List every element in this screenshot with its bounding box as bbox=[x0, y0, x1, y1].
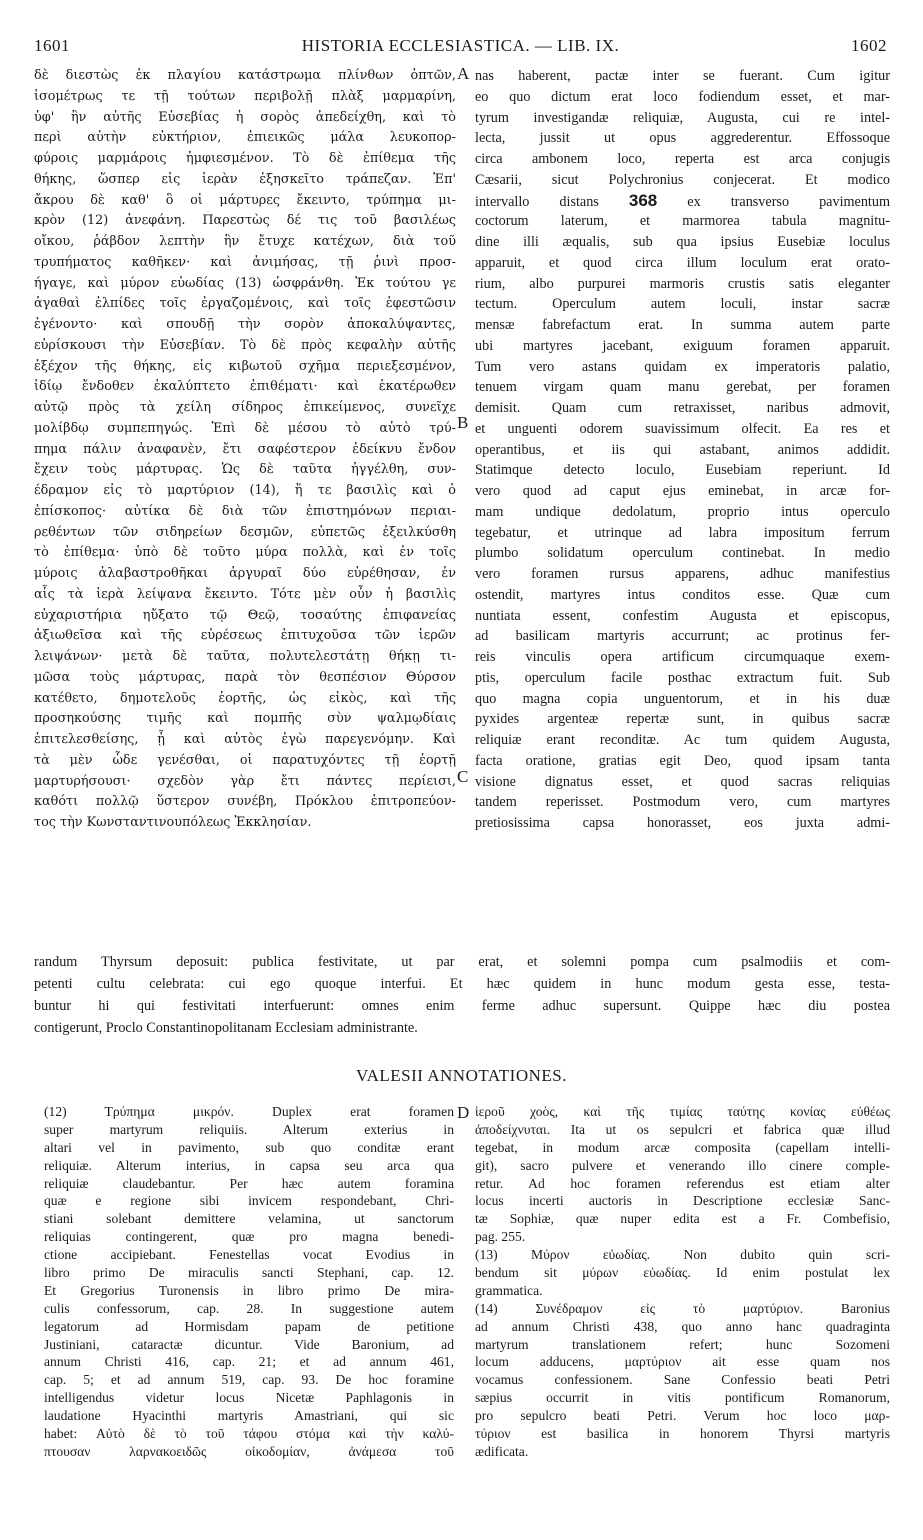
greek-line: εὐχαριστήρια ηὔξατο τῷ Θεῷ, τοσαύτης ἐπιφανείας bbox=[34, 607, 456, 623]
greek-line: ἐξέχον τῆς θήκης, εἰς κιβωτοῦ σχῆμα περιεξεσμένον, bbox=[34, 358, 456, 374]
annotation-line: grammatica. bbox=[475, 1282, 543, 1298]
annotation-line: martyrum translationem refert; hunc Sozomeni bbox=[475, 1336, 890, 1352]
greek-line: ἰσομέτρως τε τῇ τούτων περιβολῇ πλὰξ μαρμαρίνη, bbox=[34, 88, 456, 104]
greek-line: δὲ διεστὼς ἐκ πλαγίου κατάστρωμα πλίνθων ὀπτῶν, bbox=[34, 68, 456, 83]
column-number: 368 bbox=[628, 190, 658, 210]
latin-line: facta oratione, gratias egit Deo, quod ipsam tanta bbox=[475, 752, 890, 769]
greek-line: οἴκου, ῥάβδον λεπτὴν ἣν ἔτυχε κατέχων, διὰ τοῦ bbox=[34, 234, 456, 249]
margin-marker-a: A bbox=[457, 64, 470, 83]
annotation-line: πτουσαν λαρνακοειδῶς οἰκοδομίαν, ἀνάμεσα τοῦ bbox=[44, 1443, 454, 1459]
latin-line: nuntiata essent, confestim Augusta et episcopus, bbox=[475, 607, 890, 624]
full-width-line: buntur hi qui festivitati interfuerunt: omnes enim ferme adhuc supersunt. Quippe hæc diu postea bbox=[34, 998, 890, 1014]
annotation-line: reliquias contingerent, quæ pro magna benedi- bbox=[44, 1229, 454, 1245]
greek-line: ἐπιτελεσθείσης, ᾗ καὶ αὐτὸς ἐγὼ παρεγενόμην. Καὶ bbox=[34, 732, 456, 747]
greek-text-column bbox=[34, 66, 456, 834]
greek-line: ἐγένοντο· καὶ σπουδῇ τὴν σορὸν ἀποκαλύψαντες, bbox=[34, 317, 456, 332]
annotation-line: laudatione Hyacinthi martyris Amastriani, qui sic bbox=[44, 1408, 454, 1424]
annotation-line: bendum sit μύρων εὐωδίας. Id enim postulat lex bbox=[475, 1265, 890, 1281]
annotation-line: habet: Αὐτὸ δὲ τὸ τοῦ τάφου στόμα καὶ τὴν καλύ- bbox=[44, 1426, 454, 1442]
full-width-text bbox=[34, 951, 890, 1039]
greek-line: ρεθέντων τῶν σιδηρείων δεσμῶν, εὐπετῶς ἐξειλκύσθη bbox=[34, 524, 456, 540]
latin-line: Statimque detecto loculo, Eusebiam reperiunt. Id bbox=[475, 462, 890, 479]
greek-line: έδραμον εἰς τὸ μαρτύριον (14), ἥ τε βασιλὶς καὶ ὁ bbox=[34, 483, 456, 498]
annotations-right-column bbox=[475, 1103, 890, 1461]
latin-line: vero foramen rursus apparens, adhuc manifestius bbox=[475, 566, 890, 582]
annotation-line: annum Christi 416, cap. 21; et ad annum 461, bbox=[44, 1354, 454, 1370]
latin-line: tenuem virgam quam manu gerebat, per foramen bbox=[475, 379, 890, 396]
latin-line: tegebatur, et utrinque ad labra impositum ferrum bbox=[475, 524, 890, 541]
greek-line: ἰδίῳ ἔνδοθεν ἐκαλύπτετο ἐπιθέματι· καὶ ἑκατέρωθεν bbox=[34, 379, 456, 395]
annotation-line: pro sepulcro beati Petri. Verum hoc loco μαρ- bbox=[475, 1408, 890, 1424]
annotation-line: intelligendus videtur locus Nicetæ Paphlagonis in bbox=[44, 1390, 454, 1406]
annotation-line: reliquiæ claudebantur. Per hæc autem foramina bbox=[44, 1175, 454, 1191]
annotation-line: quæ e regione sibi invicem respondebant, Chri- bbox=[44, 1193, 454, 1209]
latin-text-column bbox=[475, 66, 890, 834]
greek-line: προσηκούσης τιμῆς καὶ πομπῆς σὺν ψαλμῳδίαις bbox=[34, 711, 456, 727]
latin-line: pyxides argenteæ repertæ sunt, in quibus sacræ bbox=[475, 711, 890, 728]
annotation-line: stiani solebant demittere velamina, ut sanctorum bbox=[44, 1211, 454, 1227]
greek-line: μαρτυρήσουσι· σχεδὸν γὰρ ἔτι πάντες περίεισι, bbox=[34, 773, 456, 789]
latin-line-part: ex transverso pavimentum bbox=[687, 193, 891, 210]
greek-line: ἀγαθαὶ ἐλπίδες τοῖς ἐργαζομένοις, καὶ τοῖς ἐφεστῶσιν bbox=[34, 296, 456, 312]
annotation-line: altari vel in pavimento, sub quo conditæ erant bbox=[44, 1139, 454, 1155]
margin-marker-d: D bbox=[457, 1103, 470, 1122]
greek-line: κρὸν (12) ἀνεφάνη. Παρεστὼς δέ τις τοῦ βασιλέως bbox=[34, 213, 456, 229]
annotation-line: retur. Ad hoc foramen referendus est etiam alter bbox=[475, 1175, 890, 1191]
greek-line: αὐτῷ πρὸς τὰ χείλη σίδηρος ἐπικείμενος, συνεῖχε bbox=[34, 400, 456, 415]
greek-line: τος τὴν Κωνσταντινουπόλεως Ἐκκλησίαν. bbox=[34, 815, 312, 830]
latin-line: pretiosissima capsa honorasset, eos juxta admi- bbox=[475, 815, 890, 831]
latin-line: ubi martyres jacebant, exiguum foramen apparuit. bbox=[475, 337, 890, 354]
annotation-line: libro primo De miraculis sancti Stephani, cap. 12. bbox=[44, 1265, 454, 1281]
full-width-line: randum Thyrsum deposuit: publica festivitate, ut par erat, et solemni pompa cum psalmodiis et com- bbox=[34, 954, 890, 970]
full-width-line: contigerunt, Proclo Constantinopolitanam Ecclesiam administrante. bbox=[34, 1020, 418, 1036]
annotations-left-column bbox=[44, 1103, 454, 1461]
greek-line: τρυπήματος καθῆκεν· καὶ ἀνιμήσας, τῇ ῥινὶ προσ- bbox=[34, 254, 456, 270]
latin-line: quo magna copia unguentorum, et in his duæ bbox=[475, 690, 890, 707]
margin-marker-b: B bbox=[457, 413, 469, 432]
greek-line: μολίβδῳ συμπεπηγώς. Ἐπὶ δὲ μέσου τὸ αὐτὸ τρύ- bbox=[34, 420, 456, 436]
latin-line: ptis, operculum facile posthac extractum fuit. Sub bbox=[475, 669, 890, 686]
annotation-line: ἱεροῦ χοὸς, καὶ τῆς τιμίας ταύτης κονίας εὐθέως bbox=[475, 1104, 890, 1119]
latin-line: visione dignatus esset, et quod sacras reliquias bbox=[475, 773, 890, 790]
latin-line: mensæ fabrefactum erat. In summa autem parte bbox=[475, 317, 890, 333]
latin-line: tectum. Operculum autem loculi, instar sacræ bbox=[475, 296, 890, 313]
latin-line: operantibus, et iis qui astabant, animos addidit. bbox=[475, 441, 890, 458]
greek-line: μύροις ἀλαβαστροθῆκαι ἀργυραῖ δύο εὑρέθησαν, ἐν bbox=[34, 566, 456, 581]
latin-line: coctorum laterum, et marmorea tabula magnitu- bbox=[475, 213, 890, 230]
annotation-line: culis confessorum, cap. 28. In suggestione autem bbox=[44, 1300, 454, 1316]
latin-line: rium, albo purpurei marmoris crustis satis eleganter bbox=[475, 275, 890, 292]
annotation-line: legatorum ad Hormisdam papam de petitione bbox=[44, 1318, 454, 1334]
annotation-line: git), sacro pulvere et venerando illo cinere comple- bbox=[475, 1157, 890, 1173]
latin-line: et unguenti odorem suavissimum olfecit. Ea res et bbox=[475, 420, 890, 437]
margin-marker-c: C bbox=[457, 767, 469, 786]
annotation-line: ἀποδείχνυται. Ita ut os sepulcri et fabrica quæ illud bbox=[475, 1121, 890, 1137]
latin-line: apparuit, et quod circa illum loculum erat orato- bbox=[475, 254, 890, 271]
annotation-line: Justiniani, cataractæ dicuntur. Vide Baronium, ad bbox=[44, 1336, 454, 1352]
annotation-line: ctione accipiebant. Fenestellas vocat Evodius in bbox=[44, 1247, 454, 1263]
greek-line: τὰ μὲν ὧδε γενέσθαι, οἱ παρατυχόντες τῇ ἑορτῇ bbox=[34, 752, 456, 768]
page-number-left: 1601 bbox=[34, 36, 70, 55]
running-header bbox=[34, 36, 887, 62]
annotation-line: tegebat, in modum arcæ composita (capellam intelli- bbox=[475, 1139, 890, 1155]
section-title: VALESII ANNOTATIONES. bbox=[356, 1066, 567, 1085]
latin-line-with-column-number bbox=[475, 191, 890, 212]
annotation-line: ædificata. bbox=[475, 1443, 529, 1459]
greek-line: ἔχειν τοὺς μάρτυρας. Ὡς δὲ ταῦτα ἠγγέλθη, συν- bbox=[34, 462, 456, 478]
greek-line: τὸ ἐπίθεμα· ὑπὸ δὲ τοῦτο μύρα πολλὰ, καὶ ἐν τοῖς bbox=[34, 545, 456, 561]
greek-line: πημα πάλιν ἀναφανὲν, ἔτι σαφέστερον ἐδείκνυ ἔνδον bbox=[34, 441, 456, 457]
greek-line: λειψάνων· μετὰ δὲ ταῦτα, πολυτελεστάτῃ θήκῃ τι- bbox=[34, 649, 456, 664]
greek-line: εὑρίσκουσι τὴν Εὐσεβίαν. Τὸ δὲ πρὸς κεφαλὴν αὐτῆς bbox=[34, 337, 456, 353]
greek-line: ἀξιωθεῖσα καὶ τῆς εὑρέσεως ἐπιτυχοῦσα τῶν ἱερῶν bbox=[34, 628, 456, 644]
running-title: HISTORIA ECCLESIASTICA. — LIB. IX. bbox=[301, 36, 620, 55]
annotation-line: tæ Sophiæ, quæ nuper edita est a Fr. Combefisio, bbox=[475, 1211, 890, 1227]
greek-line: καθότι πολλῷ ὕστερον συνέβη, Πρόκλου ἐπιτροπεύον- bbox=[34, 794, 456, 810]
greek-line: περὶ αὐτὴν εὐκτήριον, ἐπιεικῶς μάλα λευκοπορ- bbox=[34, 130, 456, 146]
greek-line: φύροις μαρμάροις ἠμφιεσμένον. Τὸ δὲ ἐπίθεμα τῆς bbox=[34, 151, 456, 166]
latin-line: reliquiæ erant reconditæ. Ac tum quidem Augusta, bbox=[475, 732, 890, 748]
greek-line: ήγαγε, καὶ μύρον εὐωδίας (13) ὠσφράνθη. Ἐκ τούτου γε bbox=[34, 275, 456, 291]
greek-line: μῶσα τοὺς μάρτυρας, παρὰ τὸν θεσπέσιον Θύρσον bbox=[34, 669, 456, 685]
latin-line: demisit. Quam cum retraxisset, naribus admovit, bbox=[475, 400, 890, 416]
latin-line: eo quo dictum erat loco fodiendum esset, et mar- bbox=[475, 88, 890, 105]
latin-line: lecta, jussit ut opus aggrederentur. Effossoque bbox=[475, 130, 890, 147]
latin-line: vero quod ad caput ejus eminebat, in arcæ for- bbox=[475, 483, 890, 499]
full-width-line: petenti cultu celebrata: cui ego quoque interfui. Et hæc quidem in hunc modum gesta esse, testa- bbox=[34, 976, 890, 992]
annotation-line: (14) Συνέδραμον εἰς τὸ μαρτύριον. Baronius bbox=[475, 1300, 890, 1316]
annotation-line: Et Gregorius Turonensis in libro primo De mira- bbox=[44, 1282, 454, 1298]
latin-line: Tum vero astans quidam ex imperatoris palatio, bbox=[475, 358, 890, 375]
greek-line: κατέθετο, δημοτελοῦς ἑορτῆς, ὡς εἰκὸς, καὶ τῆς bbox=[34, 690, 456, 706]
annotation-line: τύριον est basilica in honorem Thyrsi martyris bbox=[475, 1426, 890, 1442]
latin-line: tandem reperisset. Postmodum vero, cum martyres bbox=[475, 794, 890, 811]
greek-line: ἄκρου δὲ καθ' ὃ οἱ μάρτυρες ἔκειντο, τρύπημα μι- bbox=[34, 192, 456, 208]
greek-line: ἐπίσκοπος· αὐτίκα δὲ διὰ τῶν ἐπιστημόνων περιαι- bbox=[34, 503, 456, 519]
latin-line: circa ambonem loco, reperta est arca conjugis bbox=[475, 151, 890, 167]
latin-line-part: intervallo distans bbox=[475, 193, 599, 210]
annotation-line: cap. 5; et ad annum 519, cap. 93. De hoc foramine bbox=[44, 1372, 454, 1388]
annotation-line: ad annum Christi 438, quo anno hanc quadraginta bbox=[475, 1318, 890, 1334]
latin-line: ad basilicam martyris accurrunt; ac protinus fer- bbox=[475, 628, 890, 645]
annotation-line: reliquiæ. Alterum interius, in capsa seu arca qua bbox=[44, 1157, 454, 1173]
greek-line: ὑφ' ἣν αὐτῆς Εὐσεβίας ἡ σορὸς ἀπεδείχθη, καὶ τὸ bbox=[34, 109, 456, 125]
latin-line: plumbo solidatum operculum continebat. In medio bbox=[475, 545, 890, 562]
annotation-line: vocamus confessionem. Sane Confessio beati Petri bbox=[475, 1372, 890, 1388]
latin-line: tyrum investigandæ reliquiæ, Augusta, cui re intel- bbox=[475, 109, 890, 126]
annotation-line: super martyrum reliquiis. Alterum exterius in bbox=[44, 1121, 454, 1137]
annotation-line: pag. 255. bbox=[475, 1229, 526, 1245]
annotation-line: sæpius occurrit in vitis pontificum Romanorum, bbox=[475, 1390, 890, 1406]
latin-line: Cæsarii, sicut Polychronius conjecerat. Et modico bbox=[475, 171, 890, 188]
greek-line: θήκης, ὥσπερ εἰς ἱερὰν ἐξησκεῖτο τράπεζαν. Ἐπ' bbox=[34, 171, 456, 187]
page-number-right: 1602 bbox=[851, 36, 887, 55]
annotation-line: locum adducens, μαρτύριον ait esse quam nos bbox=[475, 1354, 890, 1370]
latin-line: nas haberent, pactæ inter se fuerant. Cum igitur bbox=[475, 68, 890, 84]
latin-line: reis vinculis opera artificum circumquaque exem- bbox=[475, 649, 890, 665]
latin-line: mam undique dedolatum, proprio intus operculo bbox=[475, 503, 890, 520]
annotation-line: locus incerti auctoris in Descriptione ecclesiæ Sanc- bbox=[475, 1193, 890, 1209]
annotation-line: (13) Μύρον εὐωδίας. Non dubito quin scri- bbox=[475, 1247, 890, 1263]
annotation-line: (12) Τρύπημα μικρόν. Duplex erat foramen bbox=[44, 1104, 454, 1119]
latin-line: dine illi æqualis, sub qua ipsius Eusebiæ loculus bbox=[475, 234, 890, 250]
latin-line: ostendit, martyres intus conditos esse. Quæ cum bbox=[475, 586, 890, 603]
greek-line: αἷς τὰ ἱερὰ λείψανα ἔκειντο. Τότε μὲν οὖν ἡ βασιλὶς bbox=[34, 586, 456, 602]
